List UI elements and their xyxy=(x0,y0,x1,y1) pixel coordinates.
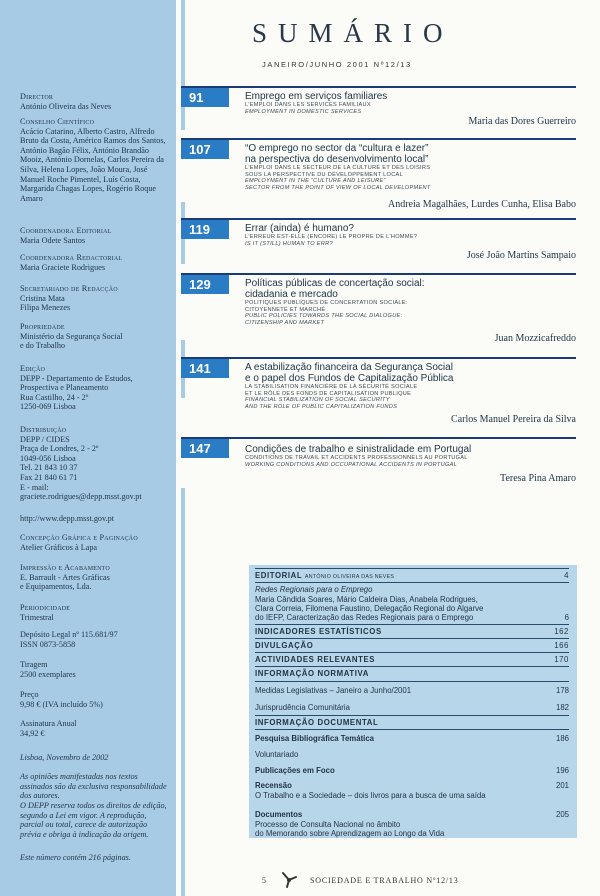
box-rule xyxy=(255,681,569,682)
subscription-heading: Assinatura Anual xyxy=(20,719,77,728)
pesquisa-row[interactable] xyxy=(255,734,569,743)
entry-author: Teresa Pina Amaro xyxy=(500,473,576,484)
footer-page-number: 5 xyxy=(262,876,267,885)
publicacoes-page: 196 xyxy=(555,766,569,775)
editorial-row[interactable] xyxy=(255,571,569,582)
edition-section xyxy=(20,364,170,412)
design-heading: Concepção Gráfica e Paginação xyxy=(20,533,138,542)
entry-title: e o papel dos Fundos de Capitalização Pública xyxy=(245,373,454,384)
entry-author: Juan Mozzicafreddo xyxy=(494,333,576,344)
juris-row[interactable] xyxy=(255,703,569,712)
entry-subtitle-fr: L'ERREUR EST-ELLE (ENCORE) LE PROPRE DE L'HOMME? xyxy=(245,234,418,240)
distribution-line: Fax 21 840 61 71 xyxy=(20,472,78,482)
redes-line: Clara Correia, Filomena Faustino, Delegação Regional do Algarve xyxy=(255,604,484,613)
toc-entry[interactable] xyxy=(181,86,576,132)
entry-rule xyxy=(181,218,576,220)
documentos-row[interactable] xyxy=(255,810,569,819)
documental-heading: INFORMAÇÃO DOCUMENTAL xyxy=(255,718,379,727)
medidas-label: Medidas Legislativas – Janeiro a Junho/2001 xyxy=(255,686,412,695)
documentos-line: Processo de Consulta Nacional no âmbito xyxy=(255,820,401,829)
documentos-page: 205 xyxy=(555,810,569,819)
entry-page-number: 141 xyxy=(181,359,229,378)
entry-author: José João Martins Sampaio xyxy=(466,250,576,261)
entry-subtitle-en: EMPLOYMENT IN THE “CULTURE AND LEISURE” xyxy=(245,178,386,185)
redes-title[interactable]: Redes Regionais para o Emprego xyxy=(255,585,373,594)
editorial-heading: Coordenadora Editorial xyxy=(20,226,112,235)
printing-section xyxy=(20,563,170,592)
juris-page: 182 xyxy=(555,703,569,712)
actividades-row[interactable] xyxy=(255,655,569,664)
entry-author: Maria das Dores Guerreiro xyxy=(468,116,576,127)
entry-title: A estabilização financeira da Segurança Social xyxy=(245,362,453,373)
director-section xyxy=(20,92,170,111)
box-rule xyxy=(255,666,569,667)
pesquisa-page: 186 xyxy=(555,734,569,743)
redes-line: Maria Cândida Soares, Mário Caldeira Dias, Anabela Rodrigues, xyxy=(255,595,478,604)
distribution-line: E - mail: xyxy=(20,482,49,492)
redes-page: 6 xyxy=(564,613,569,622)
entry-author: Carlos Manuel Pereira da Silva xyxy=(451,414,576,425)
box-rule xyxy=(255,652,569,653)
council-heading: Conselho Científico xyxy=(20,117,95,126)
entry-subtitle-en: FINANCIAL STABILIZATION OF SOCIAL SECURITY xyxy=(245,397,390,404)
distribution-line: 1049-056 Lisboa xyxy=(20,453,76,463)
page-title: SUMÁRIO xyxy=(252,18,454,48)
distribution-line: DEPP / CIDES xyxy=(20,434,70,444)
entry-body xyxy=(245,362,575,410)
price-value: 9,98 € (IVA incluído 5%) xyxy=(20,699,103,709)
entry-subtitle-en: PUBLIC POLICIES TOWARDS THE SOCIAL DIALOGUE: xyxy=(245,313,403,320)
editorial-section xyxy=(20,226,170,245)
sections-box xyxy=(249,565,577,838)
toc-entry[interactable] xyxy=(181,218,576,264)
entry-body xyxy=(245,91,575,115)
director-heading: Director xyxy=(20,92,54,101)
distribution-heading: Distribuição xyxy=(20,425,67,434)
entry-subtitle-en: IS IT (STILL) HUMAN TO ERR? xyxy=(245,240,333,247)
editorial-name: Maria Odete Santos xyxy=(20,235,86,245)
secretariat-section xyxy=(20,284,170,313)
box-rule xyxy=(255,568,569,569)
indicadores-row[interactable] xyxy=(255,627,569,636)
actividades-label: ACTIVIDADES RELEVANTES xyxy=(255,655,376,664)
edition-line: 1250-069 Lisboa xyxy=(20,402,76,412)
entry-page-number: 119 xyxy=(181,220,229,239)
distribution-line: Tel. 21 843 10 37 xyxy=(20,463,78,473)
entry-page-number: 129 xyxy=(181,275,229,294)
entry-subtitle-fr: L'EMPLOI DANS LE SECTEUR DE LA CULTURE ET DES LOISIRS xyxy=(245,165,431,171)
entry-subtitle-en: CITIZENSHIP AND MARKET xyxy=(245,319,325,326)
edition-line: Prospectiva e Planeamento xyxy=(20,383,109,393)
edition-heading: Edição xyxy=(20,364,46,373)
print-run-heading: Tiragem xyxy=(20,660,48,669)
pesquisa-label: Pesquisa Bibliográfica Temática xyxy=(255,734,375,743)
entry-title: “O emprego no sector da “cultura e lazer” xyxy=(245,143,429,154)
price-heading: Preço xyxy=(20,690,39,699)
entry-subtitle-en: EMPLOYMENT IN DOMESTIC SERVICES xyxy=(245,108,362,115)
redaction-heading: Coordenadora Redactorial xyxy=(20,253,123,262)
entry-subtitle-en: WORKING CONDITIONS AND OCCUPATIONAL ACCIDENTS IN PORTUGAL xyxy=(245,461,458,468)
periodicity-value: Trimestral xyxy=(20,612,54,622)
actividades-page: 170 xyxy=(554,655,569,664)
entry-author: Andreia Magalhães, Lurdes Cunha, Elisa Babo xyxy=(387,199,576,210)
toc-entry[interactable] xyxy=(181,273,576,348)
box-rule xyxy=(255,729,569,730)
edition-line: DEPP - Departamento de Estudos, xyxy=(20,373,133,383)
entry-title: Emprego em serviços familiares xyxy=(245,91,388,102)
footer-journal-name: SOCIEDADE E TRABALHO Nº12/13 xyxy=(310,876,459,885)
entry-subtitle-fr: POLITIQUES PUBLIQUES DE CONCERTATION SOCIALE: xyxy=(245,300,408,306)
normativa-heading: INFORMAÇÃO NORMATIVA xyxy=(255,669,369,678)
entry-subtitle-fr: ET LE RÔLE DES FONDS DE CAPITALISATION PUBLIQUE xyxy=(245,390,412,397)
box-rule xyxy=(255,582,569,583)
entry-title: cidadania e mercado xyxy=(245,289,338,300)
price-section xyxy=(20,690,170,709)
distribution-section xyxy=(20,425,170,502)
property-line: Ministério da Segurança Social xyxy=(20,331,123,341)
printing-line: e Equipamentos, Lda. xyxy=(20,582,92,592)
periodicity-section xyxy=(20,603,170,622)
entry-title: Condições de trabalho e sinistralidade em Portugal xyxy=(245,444,472,455)
entry-subtitle-fr: SOUS LA PERSPECTIVE DU DÉVELOPPEMENT LOCAL xyxy=(245,171,403,178)
property-heading: Propriedade xyxy=(20,322,65,331)
print-run-value: 2500 exemplares xyxy=(20,669,76,679)
printing-heading: Impressão e Acabamento xyxy=(20,563,110,572)
toc-entry[interactable] xyxy=(181,138,576,214)
entry-page-number: 107 xyxy=(181,140,229,159)
redaction-section xyxy=(20,253,170,272)
divulgacao-row[interactable] xyxy=(255,641,569,650)
editorial-author: ANTÓNIO OLIVEIRA DAS NEVES xyxy=(304,574,395,580)
disclaimer-rights: O DEPP reserva todos os direitos de edição, segundo a Lei em vigor. A reprodução, parcial ou total, carece de autorização prévia e obriga à indicação da origem. xyxy=(20,801,167,839)
subscription-value: 34,92 € xyxy=(20,728,45,738)
editorial-label: EDITORIAL xyxy=(255,571,303,580)
council-section xyxy=(20,117,170,203)
director-name: António Oliveira das Neves xyxy=(20,101,112,111)
design-section xyxy=(20,533,170,552)
redes-line xyxy=(255,613,569,622)
entry-rule xyxy=(181,437,576,439)
journal-logo-icon xyxy=(280,871,298,894)
divulgacao-page: 166 xyxy=(554,641,569,650)
box-rule xyxy=(255,638,569,639)
editorial-page: 4 xyxy=(564,571,569,580)
recensao-label: Recensão xyxy=(255,781,292,790)
property-section xyxy=(20,322,170,351)
design-name: Atelier Gráficos à Lapa xyxy=(20,542,98,552)
entry-page-number: 147 xyxy=(181,439,229,458)
entry-subtitle-fr: CITOYENNETÉ ET MARCHÉ xyxy=(245,306,326,313)
entry-rule xyxy=(181,138,576,140)
council-members: Acácio Catarino, Alberto Castro, Alfredo Bruto da Costa, Américo Ramos dos Santos, António Bagão Félix, António Brandão Mooiz, António Dornelas, Carlos Pereira da Silva, Helena Lopes, João Moura, José Manuel Roche Pimentel, Luís Costa, Margarida Chagas Lopes, Rogério Roque Amaro xyxy=(20,126,166,203)
indicadores-page: 162 xyxy=(554,627,569,636)
redaction-name: Maria Graciete Rodrigues xyxy=(20,262,106,272)
color-stripe xyxy=(181,488,185,896)
entry-title: Políticas públicas de concertação social: xyxy=(245,278,425,289)
voluntariado-text: Voluntariado xyxy=(255,750,299,759)
print-run-section xyxy=(20,660,170,679)
legal-line: Depósito Legal nº 115.681/97 xyxy=(20,630,118,639)
publication-date: Lisboa, Novembro de 2002 xyxy=(20,753,109,762)
divulgacao-label: DIVULGAÇÃO xyxy=(255,641,314,650)
edition-line: Rua Castilho, 24 - 2º xyxy=(20,392,89,402)
toc-entry[interactable] xyxy=(181,437,576,487)
recensao-text: O Trabalho e a Sociedade – dois livros para a busca de uma saída xyxy=(255,791,486,800)
documentos-line: do Memorando sobre Aprendizagem ao Longo da Vida xyxy=(255,829,445,838)
recensao-row[interactable] xyxy=(255,781,569,790)
subscription-section xyxy=(20,719,170,738)
pages-note: Este número contém 216 páginas. xyxy=(20,853,131,862)
recensao-page: 201 xyxy=(555,781,569,790)
entry-subtitle-fr: L'EMPLOI DANS LES SERVICES FAMILIAUX xyxy=(245,102,371,108)
email-link[interactable]: graciete.rodrigues@depp.msst.gov.pt xyxy=(20,492,142,502)
entry-body xyxy=(245,278,575,326)
publicacoes-row[interactable] xyxy=(255,766,569,775)
entry-subtitle-fr: LA STABILISATION FINANCIÈRE DE LA SÉCURITÉ SOCIALE xyxy=(245,384,418,390)
printing-line: E. Barrault - Artes Gráficas xyxy=(20,572,110,582)
toc-entry[interactable] xyxy=(181,357,576,429)
secretariat-name: Cristina Mata xyxy=(20,293,65,303)
property-line: e do Trabalho xyxy=(20,341,66,351)
sidebar-masthead xyxy=(0,0,176,896)
publicacoes-label: Publicações em Foco xyxy=(255,766,335,775)
box-rule xyxy=(255,715,569,716)
secretariat-name: Filipa Menezes xyxy=(20,303,71,313)
entry-rule xyxy=(181,86,576,88)
redes-line-text: do IEFP, Caracterização das Redes Regionais para o Emprego xyxy=(255,613,474,622)
entry-body xyxy=(245,444,575,468)
juris-label: Jurisprudência Comunitária xyxy=(255,703,350,712)
entry-title: Errar (ainda) é humano? xyxy=(245,223,354,234)
medidas-page: 178 xyxy=(555,686,569,695)
secretariat-heading: Secretariado de Redacção xyxy=(20,284,118,293)
box-rule xyxy=(255,624,569,625)
website-link[interactable]: http://www.depp.msst.gov.pt xyxy=(20,514,115,523)
indicadores-label: INDICADORES ESTATÍSTICOS xyxy=(255,627,382,636)
periodicity-heading: Periodicidade xyxy=(20,603,71,612)
entry-rule xyxy=(181,273,576,275)
legal-line: ISSN 0873-5858 xyxy=(20,639,76,649)
medidas-row[interactable] xyxy=(255,686,569,695)
entry-subtitle-en: AND THE ROLE OF PUBLIC CAPITALIZATION FUNDS xyxy=(245,403,398,410)
disclaimer-opinions: As opiniões manifestadas nos textos assinados são da exclusiva responsabilidade dos autores. xyxy=(20,772,167,801)
entry-subtitle-fr: CONDITIONS DE TRAVAIL ET ACCIDENTS PROFESSIONNELS AU PORTUGAL xyxy=(245,455,468,461)
entry-body xyxy=(245,223,575,247)
entry-page-number: 91 xyxy=(181,88,229,107)
entry-subtitle-en: SECTOR FROM THE POINT OF VIEW OF LOCAL DEVELOPMENT xyxy=(245,184,431,191)
issue-line: JANEIRO/JUNHO 2001 Nº12/13 xyxy=(262,60,412,69)
documentos-label: Documentos xyxy=(255,810,303,819)
legal-section xyxy=(20,630,170,649)
entry-rule xyxy=(181,357,576,359)
distribution-line: Praça de Londres, 2 - 2º xyxy=(20,444,99,454)
entry-body xyxy=(245,143,575,191)
entry-title: na perspectiva do desenvolvimento local” xyxy=(245,154,429,165)
